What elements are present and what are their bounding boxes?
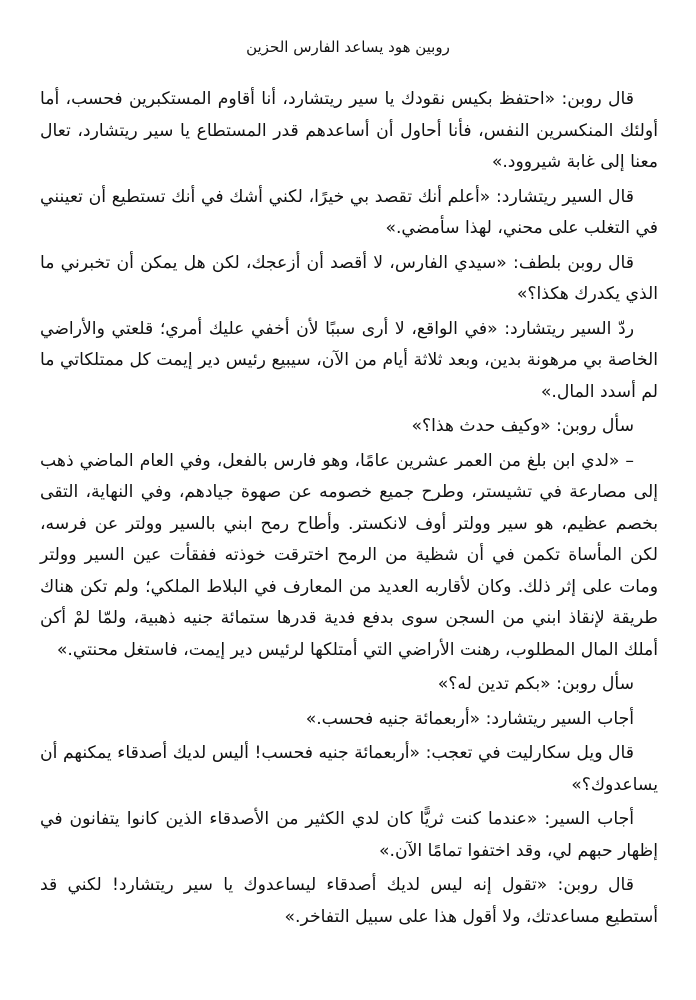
body-text (40, 84, 658, 936)
paragraph: سأل روبن: «بكم تدين له؟» (437, 674, 634, 694)
paragraph: أجاب السير: «عندما كنت ثريًّا كان لدي الكثير من الأصدقاء الذين كانوا يتفانون في إظهار حبهم لي، وقد اختفوا تمامًا الآن.» (40, 809, 658, 861)
paragraph: قال السير ريتشارد: «أعلم أنك تقصد بي خيرًا، لكني أشك في أنك تستطيع أن تعينني في التغلب على محني، لهذا سأمضي.» (40, 186, 658, 238)
paragraph: قال روبن: «تقول إنه ليس لديك أصدقاء ليساعدوك يا سير ريتشارد! لكني قد أستطيع مساعدتك، ولا أقول هذا على سبيل التفاخر.» (40, 875, 658, 927)
paragraph: أجاب السير ريتشارد: «أربعمائة جنيه فحسب.» (305, 708, 634, 729)
paragraph: – «لدي ابن بلغ من العمر عشرين عامًا، وهو فارس بالفعل، وفي العام الماضي ذهب إلى مصارعة في تشيستر، وطرح جميع خصومه عن صهوة جيادهم، وفي النهاية، التقى بخصم عظيم، هو سير وولتر أوف لانكستر. وأطاح رمح ابني بالسير وولتر عن فرسه، لكن المأساة تكمن في أن شظية من الرمح اخترقت خوذته ففقأت عين السير وولتر ومات على إثر ذلك. وكان لأقاربه العديد من المعارف في البلاط الملكي؛ ولم تكن هناك طريقة لإنقاذ ابني من السجن سوى بدفع فدية قدرها ستمائة جنيه ذهبية، ولمّا لمْ أكن أملك المال المطلوب، رهنت الأراضي التي أمتلكها لرئيس دير إيمت، فاستغل محنتي.» (40, 450, 658, 660)
paragraph: قال روبن: «احتفظ بكيس نقودك يا سير ريتشارد، أنا أقاوم المستكبرين فحسب، أما أولئك المنكسرين النفس، فأنا أحاول أن أساعدهم قدر المستطاع يا سير ريتشارد، تعال معنا إلى غابة شيروود.» (40, 89, 658, 172)
paragraph: قال روبن بلطف: «سيدي الفارس، لا أقصد أن أزعجك، لكن هل يمكن أن تخبرني ما الذي يكدرك هكذا؟» (40, 252, 658, 304)
paragraph: قال ويل سكارليت في تعجب: «أربعمائة جنيه فحسب! أليس لديك أصدقاء يمكنهم أن يساعدوك؟» (40, 743, 658, 795)
paragraph: سأل روبن: «وكيف حدث هذا؟» (411, 416, 634, 436)
running-header: روبين هود يساعد الفارس الحزين (246, 38, 450, 56)
paragraph: ردّ السير ريتشارد: «في الواقع، لا أرى سببًا لأن أخفي عليك أمري؛ قلعتي والأراضي الخاصة بي مرهونة بدين، وبعد ثلاثة أيام من الآن، سيبيع رئيس دير إيمت كل ممتلكاتي ما لم أسدد المال.» (40, 318, 658, 402)
